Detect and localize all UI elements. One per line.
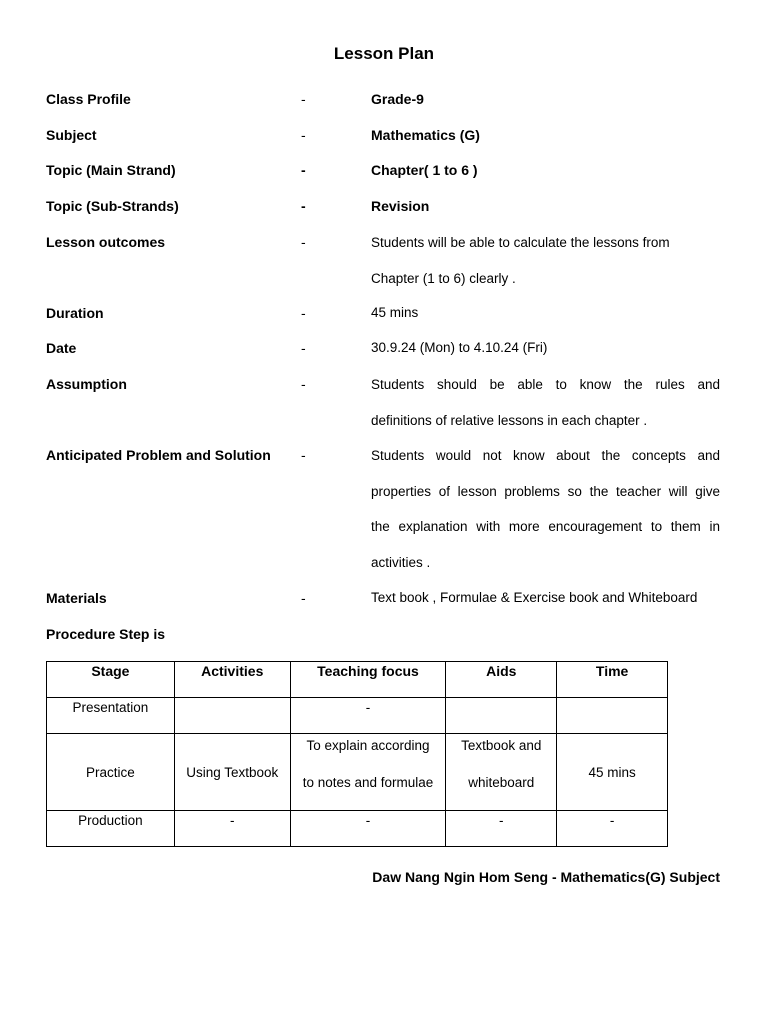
table-header-row bbox=[47, 662, 668, 698]
field-value bbox=[371, 340, 720, 355]
field-separator: - bbox=[301, 234, 306, 250]
cell-activities: - bbox=[174, 811, 290, 847]
field-separator: - bbox=[301, 162, 306, 178]
signature-line: Daw Nang Ngin Hom Seng - Mathematics(G) Subject bbox=[372, 869, 720, 885]
field-label: Class Profile bbox=[46, 91, 131, 107]
field-label: Anticipated Problem and Solution bbox=[46, 447, 271, 463]
field-label: Topic (Sub-Strands) bbox=[46, 198, 179, 214]
cell-line: Textbook and bbox=[461, 738, 542, 753]
column-header-teaching-focus: Teaching focus bbox=[290, 662, 446, 698]
page-title: Lesson Plan bbox=[333, 44, 435, 63]
column-header-aids: Aids bbox=[446, 662, 557, 698]
field-value-line: Chapter( 1 to 6 ) bbox=[371, 162, 478, 178]
field-label: Subject bbox=[46, 127, 97, 143]
field-label: Assumption bbox=[46, 376, 127, 392]
field-value bbox=[371, 376, 720, 447]
table-row bbox=[47, 698, 668, 734]
field-value bbox=[371, 234, 720, 305]
field-value-line: properties of lesson problems so the teacher will give bbox=[371, 483, 720, 499]
field-value-line: Revision bbox=[371, 198, 430, 214]
field-value bbox=[371, 447, 720, 589]
cell-line: whiteboard bbox=[468, 775, 535, 790]
table-row bbox=[47, 811, 668, 847]
field-value-line: activities . bbox=[371, 554, 431, 570]
field-value-line: Chapter (1 to 6) clearly . bbox=[371, 270, 516, 286]
cell-stage: Practice bbox=[47, 734, 175, 811]
cell-aids: - bbox=[446, 811, 557, 847]
column-header-activities: Activities bbox=[174, 662, 290, 698]
cell-stage: Production bbox=[47, 811, 175, 847]
field-value bbox=[371, 590, 720, 605]
field-value bbox=[371, 305, 720, 320]
field-value bbox=[371, 127, 720, 143]
cell-time: 45 mins bbox=[557, 734, 668, 811]
cell-aids bbox=[446, 734, 557, 811]
field-value bbox=[371, 198, 720, 214]
field-label: Lesson outcomes bbox=[46, 234, 166, 250]
field-label: Duration bbox=[46, 305, 104, 321]
field-value-line: Grade-9 bbox=[371, 91, 424, 107]
procedure-heading: Procedure Step is bbox=[46, 626, 166, 642]
field-value-line: the explanation with more encouragement to them in bbox=[371, 519, 720, 535]
field-separator: - bbox=[301, 447, 306, 463]
column-header-time: Time bbox=[557, 662, 668, 698]
field-value bbox=[371, 91, 720, 107]
field-value-line: Text book , Formulae & Exercise book and Whiteboard bbox=[371, 590, 698, 605]
field-separator: - bbox=[301, 590, 306, 606]
field-value-line: 45 mins bbox=[371, 305, 419, 320]
cell-aids bbox=[446, 698, 557, 734]
cell-line: To explain according bbox=[306, 738, 430, 753]
table-row bbox=[47, 734, 668, 811]
field-value-line: Students will be able to calculate the lessons from bbox=[371, 235, 670, 250]
field-value-line: 30.9.24 (Mon) to 4.10.24 (Fri) bbox=[371, 340, 548, 355]
field-value-line: Mathematics (G) bbox=[371, 127, 480, 143]
field-value-line: Students would not know about the concepts and bbox=[371, 448, 720, 463]
field-separator: - bbox=[301, 340, 306, 356]
column-header-stage: Stage bbox=[47, 662, 175, 698]
field-label: Date bbox=[46, 340, 77, 356]
procedure-table bbox=[46, 661, 668, 847]
field-separator: - bbox=[301, 91, 306, 107]
field-separator: - bbox=[301, 198, 306, 214]
field-label: Topic (Main Strand) bbox=[46, 162, 176, 178]
cell-activities bbox=[174, 698, 290, 734]
cell-time: - bbox=[557, 811, 668, 847]
field-value bbox=[371, 162, 720, 178]
cell-time bbox=[557, 698, 668, 734]
cell-teaching-focus: - bbox=[290, 698, 446, 734]
field-separator: - bbox=[301, 127, 306, 143]
field-value-line: definitions of relative lessons in each chapter . bbox=[371, 412, 648, 428]
field-label: Materials bbox=[46, 590, 107, 606]
field-separator: - bbox=[301, 376, 306, 392]
cell-teaching-focus: - bbox=[290, 811, 446, 847]
cell-stage: Presentation bbox=[47, 698, 175, 734]
cell-teaching-focus bbox=[290, 734, 446, 811]
field-value-line: Students should be able to know the rules and bbox=[371, 377, 720, 392]
cell-line: to notes and formulae bbox=[302, 775, 434, 790]
field-separator: - bbox=[301, 305, 306, 321]
cell-activities: Using Textbook bbox=[174, 734, 290, 811]
